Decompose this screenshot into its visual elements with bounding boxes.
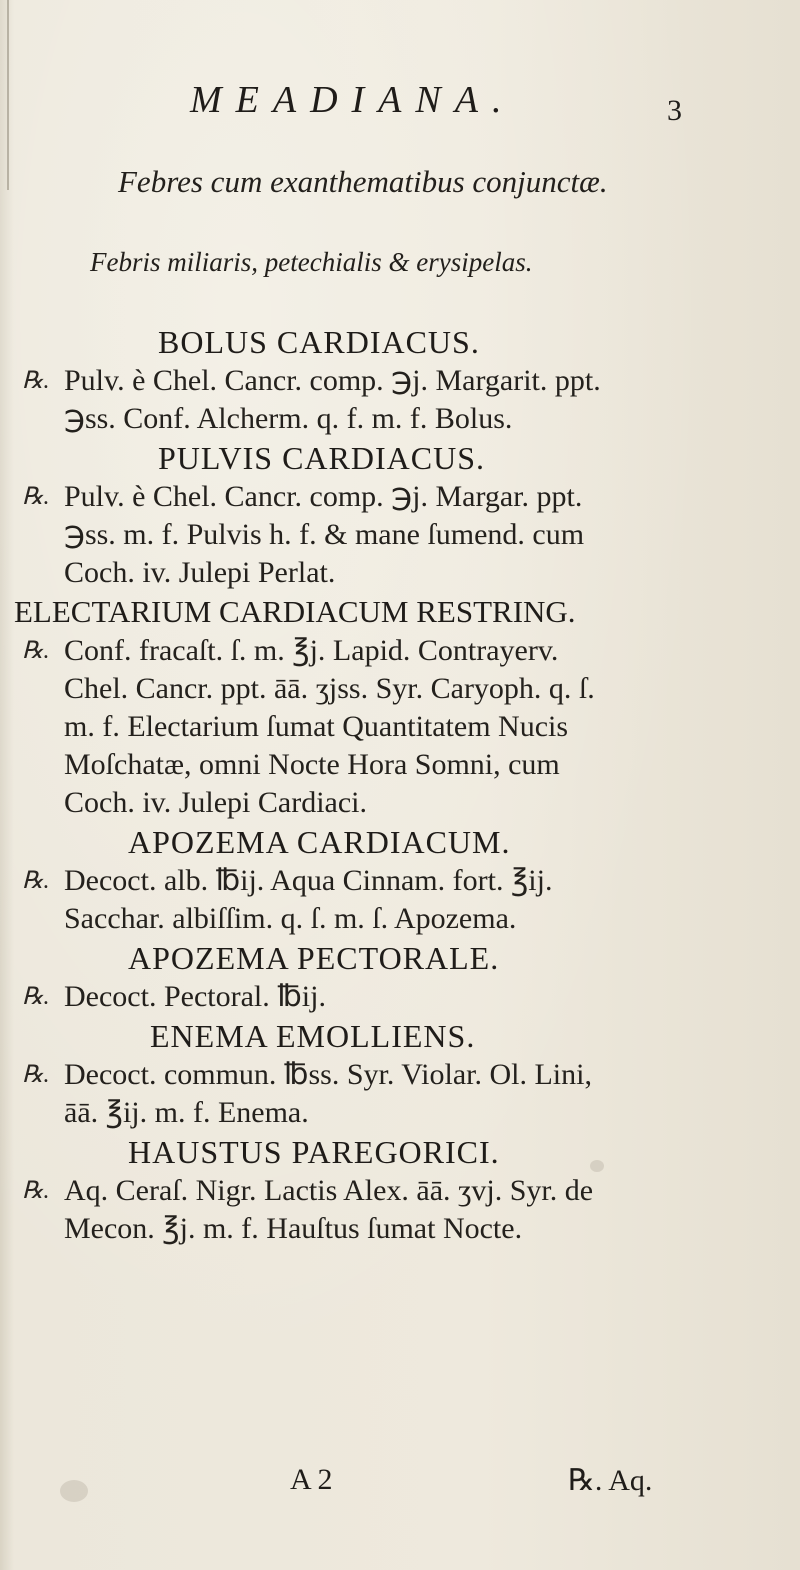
recipe-haustus-paregorici	[0, 1172, 800, 1248]
signature-mark: A 2	[290, 1463, 333, 1496]
recipe-line: Pulv. è Chel. Cancr. comp. ℈j. Margar. ppt.	[64, 480, 583, 513]
page-footer	[0, 1463, 800, 1503]
recipe-electarium-cardiacum	[0, 632, 800, 822]
recipe-line: ℈ss. Conf. Alcherm. q. f. m. f. Bolus.	[64, 402, 513, 435]
recipe-symbol: ℞.	[22, 484, 50, 510]
recipe-heading: APOZEMA CARDIACUM.	[128, 824, 511, 860]
recipe-line: āā. ℥ij. m. f. Enema.	[64, 1096, 309, 1129]
recipe-heading: APOZEMA PECTORALE.	[128, 940, 500, 976]
recipe-line: Coch. iv. Julepi Perlat.	[64, 556, 336, 589]
recipe-line: Decoct. commun. ℔ss. Syr. Violar. Ol. Lini,	[64, 1058, 592, 1091]
recipe-heading: BOLUS CARDIACUS.	[158, 324, 480, 360]
recipe-line: Conf. fracaſt. ſ. m. ℥j. Lapid. Contrayerv.	[64, 634, 559, 667]
recipe-line: Sacchar. albiſſim. q. ſ. m. ſ. Apozema.	[64, 902, 517, 935]
recipe-heading: PULVIS CARDIACUS.	[158, 440, 485, 476]
section-title: Febres cum exanthematibus conjunctæ.	[118, 164, 608, 199]
recipe-symbol: ℞.	[22, 1178, 50, 1204]
recipe-symbol: ℞.	[22, 984, 50, 1010]
recipe-line: Pulv. è Chel. Cancr. comp. ℈j. Margarit. ppt.	[64, 364, 601, 397]
recipe-line: Moſchatæ, omni Nocte Hora Somni, cum	[64, 748, 560, 781]
recipe-bolus-cardiacus	[0, 362, 800, 438]
recipe-line: Decoct. Pectoral. ℔ij.	[64, 980, 326, 1013]
recipe-enema-emolliens	[0, 1056, 800, 1132]
recipe-line: Chel. Cancr. ppt. āā. ʒjss. Syr. Caryoph. q. ſ.	[64, 672, 595, 705]
recipe-heading: ELECTARIUM CARDIACUM RESTRING.	[14, 594, 576, 629]
recipe-symbol: ℞.	[22, 1062, 50, 1088]
recipe-apozema-cardiacum	[0, 862, 800, 938]
recipe-apozema-pectorale	[0, 978, 800, 1016]
recipe-symbol: ℞.	[22, 368, 50, 394]
page-number: 3	[667, 94, 682, 127]
recipe-heading: ENEMA EMOLLIENS.	[150, 1018, 476, 1054]
recipe-heading: HAUSTUS PAREGORICI.	[128, 1134, 500, 1170]
catchword: ℞. Aq.	[568, 1464, 653, 1497]
recipe-line: Aq. Ceraſ. Nigr. Lactis Alex. āā. ʒvj. Syr. de	[64, 1174, 594, 1207]
recipe-line: Mecon. ℥j. m. f. Hauſtus ſumat Nocte.	[64, 1212, 523, 1245]
recipe-symbol: ℞.	[22, 868, 50, 894]
section-subtitle: Febris miliaris, petechialis & erysipelas.	[90, 247, 533, 277]
recipe-line: ℈ss. m. f. Pulvis h. f. & mane ſumend. cum	[64, 518, 585, 551]
recipe-line: Coch. iv. Julepi Cardiaci.	[64, 786, 367, 819]
running-head	[0, 78, 800, 127]
recipe-list	[0, 322, 800, 1248]
recipe-line: m. f. Electarium ſumat Quantitatem Nucis	[64, 710, 569, 743]
running-title: MEADIANA.	[190, 79, 516, 121]
recipe-pulvis-cardiacus	[0, 478, 800, 592]
recipe-line: Decoct. alb. ℔ij. Aqua Cinnam. fort. ℥ij.	[64, 864, 553, 897]
recipe-symbol: ℞.	[22, 638, 50, 664]
